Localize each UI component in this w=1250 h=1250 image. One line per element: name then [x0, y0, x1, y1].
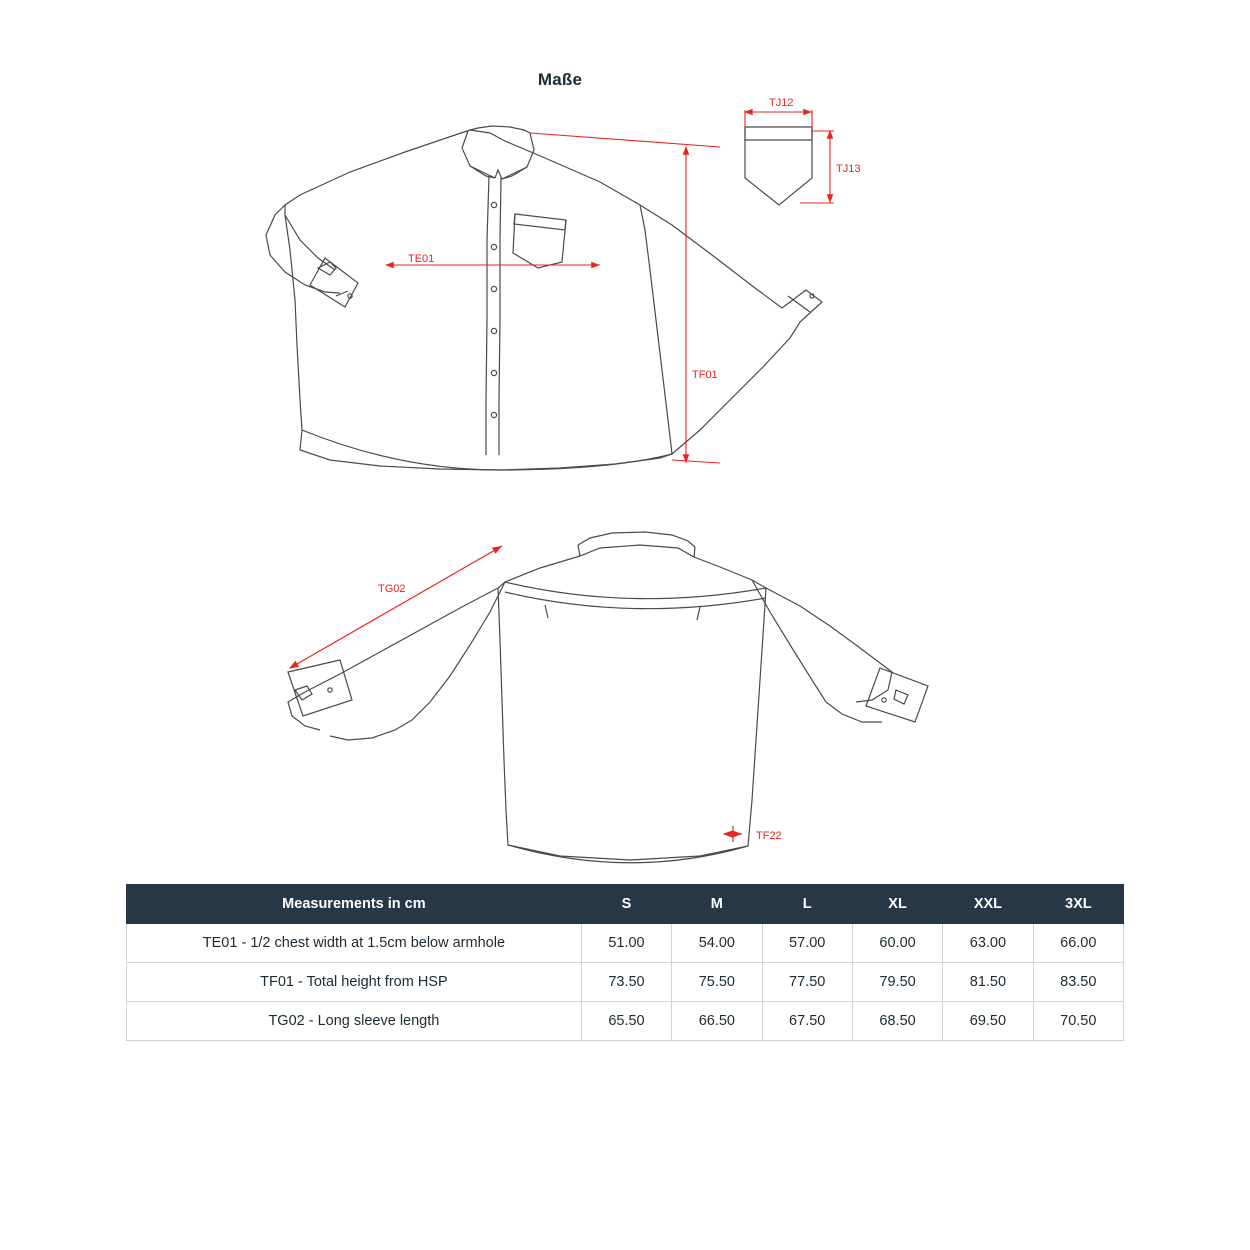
table-row [127, 963, 1124, 1002]
table-header [127, 885, 1124, 924]
table-body [127, 924, 1124, 1041]
cell-te01-s: 51.00 [581, 924, 671, 963]
cell-te01-l: 57.00 [762, 924, 852, 963]
page-title: Maße [537, 70, 583, 89]
cell-tf01-3xl: 83.50 [1033, 963, 1123, 1002]
cell-tg02-xl: 68.50 [852, 1002, 942, 1041]
label-tf22-back: TF22 [756, 830, 782, 842]
column-header-size-xxl: XXL [943, 885, 1033, 924]
label-tj13-pocket: TJ13 [836, 163, 861, 175]
column-header-size-3xl: 3XL [1033, 885, 1123, 924]
row-label-te01: TE01 - 1/2 chest width at 1.5cm below armhole [127, 924, 582, 963]
column-header-size-l: L [762, 885, 852, 924]
column-header-size-xl: XL [852, 885, 942, 924]
table-row [127, 1002, 1124, 1041]
cell-te01-m: 54.00 [672, 924, 762, 963]
shirt-front-illustration [266, 126, 822, 470]
cell-tg02-s: 65.50 [581, 1002, 671, 1041]
cell-te01-3xl: 66.00 [1033, 924, 1123, 963]
cell-tf01-m: 75.50 [672, 963, 762, 1002]
front-dimension-lines [386, 133, 720, 463]
label-tg02-back: TG02 [378, 583, 406, 595]
cell-tg02-xxl: 69.50 [943, 1002, 1033, 1041]
cell-te01-xl: 60.00 [852, 924, 942, 963]
cell-tg02-l: 67.50 [762, 1002, 852, 1041]
cell-tg02-m: 66.50 [672, 1002, 762, 1041]
column-header-size-m: M [672, 885, 762, 924]
cell-tf01-xl: 79.50 [852, 963, 942, 1002]
table-row [127, 924, 1124, 963]
pocket-detail-illustration [745, 127, 812, 205]
label-te01-front: TE01 [408, 253, 435, 265]
cell-tf01-xxl: 81.50 [943, 963, 1033, 1002]
label-tj12-pocket: TJ12 [769, 97, 794, 109]
column-header-size-s: S [581, 885, 671, 924]
measurements-table [126, 884, 1124, 1041]
row-label-tg02: TG02 - Long sleeve length [127, 1002, 582, 1041]
cell-tg02-3xl: 70.50 [1033, 1002, 1123, 1041]
shirt-back-illustration [288, 532, 928, 863]
row-label-tf01: TF01 - Total height from HSP [127, 963, 582, 1002]
cell-te01-xxl: 63.00 [943, 924, 1033, 963]
column-header-measurements: Measurements in cm [127, 885, 582, 924]
back-dimension-lines [290, 546, 742, 842]
cell-tf01-s: 73.50 [581, 963, 671, 1002]
table-header-row [127, 885, 1124, 924]
cell-tf01-l: 77.50 [762, 963, 852, 1002]
label-tf01-front: TF01 [692, 369, 718, 381]
